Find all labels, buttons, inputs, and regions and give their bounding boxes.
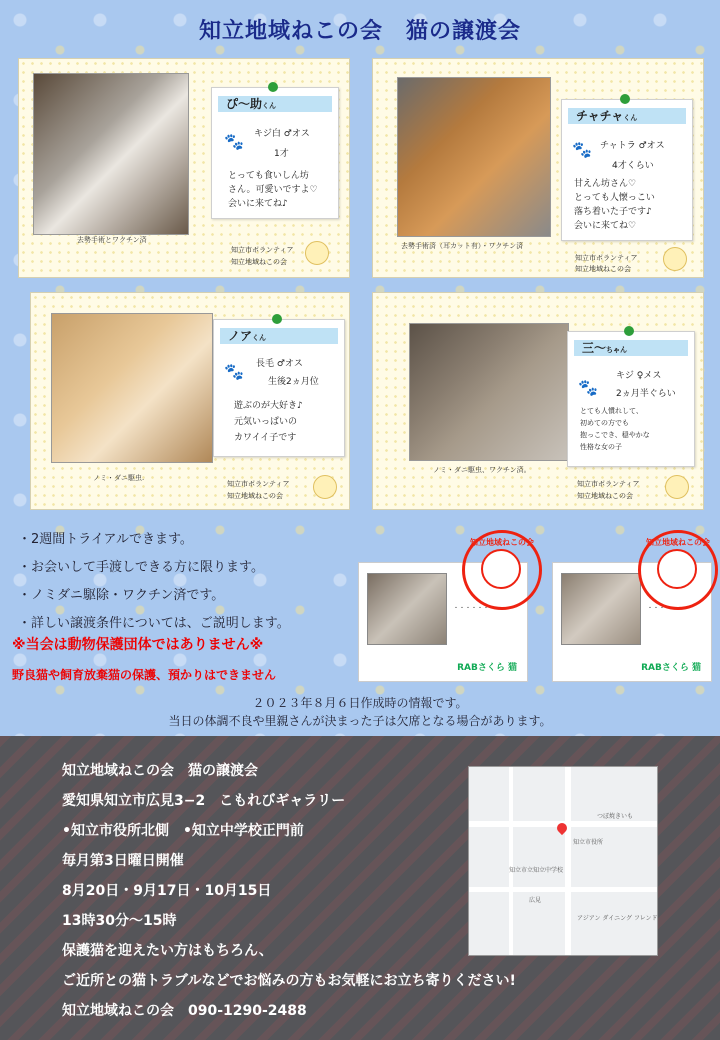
event-address: 愛知県知立市広見3−2 こもれびギャラリー [62, 793, 346, 809]
cat-photo [51, 313, 213, 463]
profile-note [561, 99, 693, 241]
list-item: ・お会いして手渡しできる方に限ります。 [18, 560, 264, 575]
event-invite: 保護猫を迎えたい方はもちろん、 [62, 943, 273, 959]
stamp-seal [638, 530, 718, 610]
warning-note: 野良猫や飼育放棄猫の保護、預かりはできません [12, 668, 277, 682]
org-line: 知立市ボランティア [231, 246, 294, 254]
cat-age: 4才くらい [612, 161, 654, 171]
location-map[interactable] [468, 766, 658, 956]
photo-caption: ノミ・ダニ駆虫. [93, 474, 145, 482]
cat-desc-line: 元気いっぱいの [234, 417, 298, 427]
map-label: 広見 [529, 897, 542, 904]
cat-age: 1才 [274, 149, 289, 159]
map-label: 知立市役所 [573, 839, 604, 846]
org-line: 知立市ボランティア [575, 254, 638, 262]
event-landmarks: •知立市役所北側 •知立中学校正門前 [62, 823, 304, 839]
event-invite-2: ご近所との猫トラブルなどでお悩みの方もお気軽にお立ち寄りください! [62, 973, 516, 989]
org-line: 知立地域ねこの会 [231, 258, 287, 266]
cat-desc-line: さん。可愛いですよ♡ [228, 185, 318, 195]
cat-face-icon [481, 549, 521, 589]
cat-logo-icon [313, 475, 337, 499]
pushpin-icon [620, 94, 630, 104]
pushpin-icon [624, 326, 634, 336]
page-title: 知立地域ねこの会 猫の譲渡会 [198, 19, 521, 44]
org-line: 知立市ボランティア [577, 480, 640, 488]
kitten-photo [367, 573, 447, 645]
cat-card-pisuke [18, 58, 350, 278]
pushpin-icon [272, 314, 282, 324]
event-dates: 8月20日・9月17日・10月15日 [62, 883, 272, 899]
info-line: 当日の体調不良や里親さんが決まった子は欠席となる場合があります。 [168, 714, 552, 728]
paw-icon: 🐾 [578, 378, 598, 397]
cat-breed-sex: 長毛 ♂オス [256, 359, 303, 369]
cat-photo [409, 323, 569, 461]
cat-name: ノアくん [220, 328, 338, 344]
paw-icon: 🐾 [224, 362, 244, 381]
cat-photo [33, 73, 189, 235]
paw-icon: 🐾 [224, 132, 244, 151]
map-label: アジアン ダイニング フレンド [577, 915, 658, 922]
org-line: 知立地域ねこの会 [227, 492, 283, 500]
event-title: 知立地域ねこの会 猫の譲渡会 [62, 763, 258, 779]
paw-icon: 🐾 [572, 140, 592, 159]
conditions-list [18, 528, 290, 640]
cat-desc-line: 会いに来てね♡ [574, 221, 637, 231]
cat-desc-line: とっても食いしん坊 [228, 171, 309, 181]
cat-card-mii [372, 292, 704, 510]
photo-caption: 去勢手術済（耳カット有）・ワクチン済 [401, 242, 524, 250]
cat-desc-line: 性格な女の子 [580, 443, 622, 451]
cat-age: 生後2ヵ月位 [268, 377, 319, 387]
stamp-text: 知立地域ねこの会 [470, 538, 534, 547]
cat-breed-sex: キジ白 ♂オス [254, 129, 310, 139]
cat-desc-line: とても人慣れして、 [580, 407, 643, 415]
cat-breed-sex: キジ ♀メス [616, 371, 662, 381]
map-road [565, 767, 571, 955]
cat-desc-line: 遊ぶのが大好き♪ [234, 401, 303, 411]
list-item: ・ノミダニ駆除・ワクチン済です。 [18, 588, 225, 603]
cat-card-chacha [372, 58, 704, 278]
map-label: 知立市立知立中学校 [509, 867, 564, 874]
event-time: 13時30分～15時 [62, 913, 177, 929]
map-road [509, 767, 513, 955]
event-schedule: 毎月第3日曜日開催 [62, 853, 184, 869]
mini-brand: RABさくら 猫 [641, 663, 701, 673]
cat-desc-line: 会いに来てね♪ [228, 199, 288, 209]
cat-desc-line: 落ち着いた子です♪ [574, 207, 652, 217]
photo-caption: 去勢手術とワクチン済 [77, 236, 147, 244]
cat-desc-line: とっても人懐っこい [574, 193, 655, 203]
cat-logo-icon [663, 247, 687, 271]
info-line: ２０２３年８月６日作成時の情報です。 [252, 696, 468, 710]
cat-name: 三～ちゃん [574, 340, 688, 356]
mini-brand: RABさくら 猫 [457, 663, 517, 673]
map-label: つぼ焼きいも [597, 813, 634, 820]
cat-card-noa [30, 292, 350, 510]
mini-text-block: ・・・・・・ [647, 605, 684, 612]
org-line: 知立地域ねこの会 [577, 492, 633, 500]
cat-logo-icon [665, 475, 689, 499]
cat-age: 2ヵ月半ぐらい [616, 389, 676, 399]
mini-text-block: ・・・・・・ [453, 605, 490, 612]
pushpin-icon [268, 82, 278, 92]
list-item: ・2週間トライアルできます。 [18, 532, 193, 547]
list-item: ・詳しい譲渡条件については、ご説明します。 [18, 616, 290, 631]
profile-note [567, 331, 695, 467]
stamp-text: 知立地域ねこの会 [646, 538, 710, 547]
cat-breed-sex: チャトラ ♂オス [600, 141, 665, 151]
cat-desc-line: 初めての方でも [580, 419, 629, 427]
warning-heading: ※当会は動物保護団体ではありません※ [12, 637, 264, 653]
org-line: 知立地域ねこの会 [575, 265, 631, 273]
cat-desc-line: 甘えん坊さん♡ [574, 179, 637, 189]
stamp-seal [462, 530, 542, 610]
kitten-photo [561, 573, 641, 645]
map-road [469, 887, 657, 892]
cat-desc-line: 抱っこでき、穏やかな [580, 431, 650, 439]
profile-note [213, 319, 345, 457]
cat-desc-line: カワイイ子です [234, 433, 297, 443]
org-line: 知立市ボランティア [227, 480, 290, 488]
cat-face-icon [657, 549, 697, 589]
profile-note [211, 87, 339, 219]
photo-caption: ノミ・ダニ駆虫、ワクチン済。 [433, 466, 531, 474]
cat-name: チャチャくん [568, 108, 686, 124]
cat-photo [397, 77, 551, 237]
event-contact: 知立地域ねこの会 090-1290-2488 [62, 1003, 307, 1019]
cat-logo-icon [305, 241, 329, 265]
cat-name: ぴ～助くん [218, 96, 332, 112]
